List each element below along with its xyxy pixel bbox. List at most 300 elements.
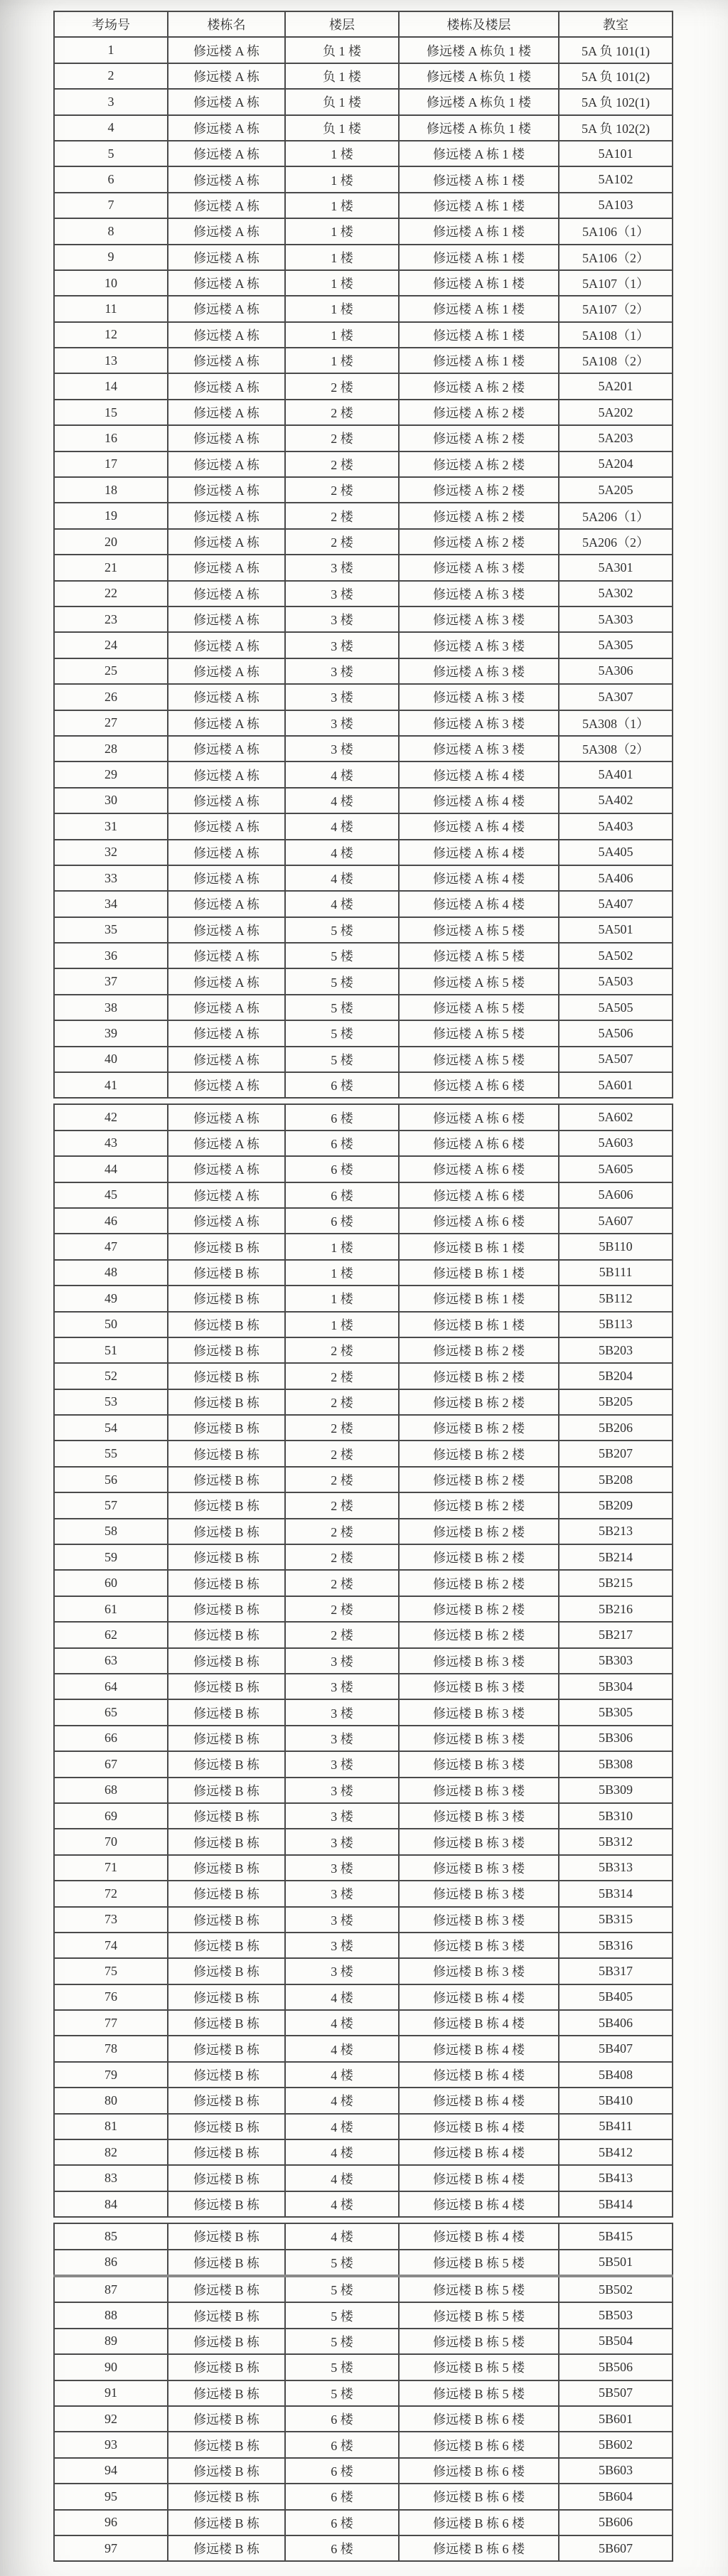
cell-classroom: 5B112 xyxy=(559,1286,673,1311)
cell-floor: 4 楼 xyxy=(285,1984,399,2010)
cell-exam-room-no: 96 xyxy=(54,2510,168,2535)
cell-classroom: 5A 负 102(1) xyxy=(559,89,673,114)
cell-building-name: 修远楼 A 栋 xyxy=(168,322,285,348)
cell-floor: 3 楼 xyxy=(285,736,399,761)
table-row xyxy=(54,1260,673,1286)
cell-building-and-floor: 修远楼 B 栋 2 楼 xyxy=(399,1622,559,1647)
table-row xyxy=(54,2406,673,2432)
cell-classroom: 5A102 xyxy=(559,166,673,192)
cell-exam-room-no: 46 xyxy=(54,1208,168,1234)
cell-building-name: 修远楼 B 栋 xyxy=(168,2276,285,2302)
cell-building-name: 修远楼 B 栋 xyxy=(168,2329,285,2354)
cell-classroom: 5A505 xyxy=(559,995,673,1020)
cell-building-and-floor: 修远楼 B 栋 4 楼 xyxy=(399,2114,559,2139)
cell-floor: 4 楼 xyxy=(285,2165,399,2191)
header-exam-room-no: 考场号 xyxy=(54,11,168,37)
cell-floor: 4 楼 xyxy=(285,2114,399,2139)
cell-floor: 2 楼 xyxy=(285,1519,399,1544)
cell-exam-room-no: 42 xyxy=(54,1104,168,1130)
cell-building-name: 修远楼 A 栋 xyxy=(168,477,285,503)
cell-building-and-floor: 修远楼 B 栋 2 楼 xyxy=(399,1519,559,1544)
cell-building-name: 修远楼 A 栋 xyxy=(168,840,285,865)
cell-building-and-floor: 修远楼 A 栋 2 楼 xyxy=(399,503,559,528)
table-row xyxy=(54,425,673,451)
table-row xyxy=(54,1156,673,1182)
cell-exam-room-no: 39 xyxy=(54,1020,168,1046)
cell-building-name: 修远楼 B 栋 xyxy=(168,1312,285,1337)
cell-building-and-floor: 修远楼 A 栋 2 楼 xyxy=(399,451,559,477)
cell-building-and-floor: 修远楼 B 栋 5 楼 xyxy=(399,2302,559,2328)
cell-building-name: 修远楼 B 栋 xyxy=(168,1337,285,1363)
cell-building-and-floor: 修远楼 B 栋 2 楼 xyxy=(399,1363,559,1389)
cell-building-and-floor: 修远楼 A 栋负 1 楼 xyxy=(399,115,559,141)
table-row xyxy=(54,840,673,865)
cell-classroom: 5A506 xyxy=(559,1020,673,1046)
cell-exam-room-no: 24 xyxy=(54,632,168,658)
cell-building-name: 修远楼 A 栋 xyxy=(168,37,285,63)
cell-building-name: 修远楼 A 栋 xyxy=(168,1047,285,1072)
cell-exam-room-no: 49 xyxy=(54,1286,168,1311)
cell-building-name: 修远楼 B 栋 xyxy=(168,1648,285,1674)
cell-building-name: 修远楼 B 栋 xyxy=(168,2139,285,2165)
cell-exam-room-no: 79 xyxy=(54,2062,168,2088)
cell-exam-room-no: 63 xyxy=(54,1648,168,1674)
cell-building-name: 修远楼 A 栋 xyxy=(168,296,285,321)
cell-classroom: 5B310 xyxy=(559,1803,673,1829)
table-row xyxy=(54,1363,673,1389)
cell-building-name: 修远楼 A 栋 xyxy=(168,813,285,839)
cell-floor: 3 楼 xyxy=(285,555,399,580)
cell-floor: 6 楼 xyxy=(285,2535,399,2561)
cell-exam-room-no: 41 xyxy=(54,1072,168,1098)
cell-exam-room-no: 73 xyxy=(54,1907,168,1933)
table-row xyxy=(54,1312,673,1337)
cell-floor: 1 楼 xyxy=(285,348,399,373)
cell-building-and-floor: 修远楼 A 栋 5 楼 xyxy=(399,995,559,1020)
cell-classroom: 5B305 xyxy=(559,1699,673,1725)
cell-building-name: 修远楼 B 栋 xyxy=(168,2302,285,2328)
table-row xyxy=(54,1751,673,1777)
table-row xyxy=(54,218,673,244)
table-row xyxy=(54,658,673,684)
cell-classroom: 5A606 xyxy=(559,1182,673,1208)
cell-floor: 2 楼 xyxy=(285,1467,399,1492)
cell-building-name: 修远楼 B 栋 xyxy=(168,1984,285,2010)
cell-exam-room-no: 5 xyxy=(54,141,168,166)
cell-exam-room-no: 17 xyxy=(54,451,168,477)
cell-floor: 6 楼 xyxy=(285,2406,399,2432)
cell-building-and-floor: 修远楼 A 栋 3 楼 xyxy=(399,606,559,632)
table-row xyxy=(54,2329,673,2354)
cell-floor: 负 1 楼 xyxy=(285,89,399,114)
cell-building-and-floor: 修远楼 B 栋 2 楼 xyxy=(399,1389,559,1415)
cell-exam-room-no: 58 xyxy=(54,1519,168,1544)
table-row xyxy=(54,2432,673,2457)
table-row xyxy=(54,193,673,218)
page-break-gap-cell xyxy=(54,2217,673,2223)
table-row xyxy=(54,2036,673,2061)
cell-building-name: 修远楼 B 栋 xyxy=(168,1726,285,1751)
cell-building-and-floor: 修远楼 B 栋 4 楼 xyxy=(399,2088,559,2113)
cell-floor: 5 楼 xyxy=(285,917,399,943)
table-row xyxy=(54,865,673,891)
cell-classroom: 5A305 xyxy=(559,632,673,658)
cell-classroom: 5B606 xyxy=(559,2510,673,2535)
cell-building-and-floor: 修远楼 A 栋 5 楼 xyxy=(399,1047,559,1072)
cell-classroom: 5A202 xyxy=(559,400,673,425)
cell-classroom: 5B604 xyxy=(559,2484,673,2509)
cell-classroom: 5A 负 102(2) xyxy=(559,115,673,141)
table-row xyxy=(54,1855,673,1881)
cell-classroom: 5B603 xyxy=(559,2458,673,2484)
cell-exam-room-no: 76 xyxy=(54,1984,168,2010)
cell-classroom: 5B316 xyxy=(559,1933,673,1958)
table-row xyxy=(54,1131,673,1156)
cell-building-and-floor: 修远楼 B 栋 4 楼 xyxy=(399,2139,559,2165)
cell-building-and-floor: 修远楼 A 栋 2 楼 xyxy=(399,425,559,451)
cell-floor: 3 楼 xyxy=(285,606,399,632)
cell-building-name: 修远楼 B 栋 xyxy=(168,1492,285,1518)
cell-classroom: 5B411 xyxy=(559,2114,673,2139)
cell-building-name: 修远楼 B 栋 xyxy=(168,1441,285,1466)
table-row xyxy=(54,1933,673,1958)
cell-building-and-floor: 修远楼 B 栋 3 楼 xyxy=(399,1933,559,1958)
cell-classroom: 5B601 xyxy=(559,2406,673,2432)
cell-building-and-floor: 修远楼 A 栋负 1 楼 xyxy=(399,89,559,114)
table-row xyxy=(54,1286,673,1311)
table-row xyxy=(54,1881,673,1906)
table-row xyxy=(54,2114,673,2139)
cell-building-name: 修远楼 B 栋 xyxy=(168,2191,285,2217)
table-row xyxy=(54,968,673,994)
cell-building-and-floor: 修远楼 A 栋 2 楼 xyxy=(399,477,559,503)
cell-building-and-floor: 修远楼 A 栋 6 楼 xyxy=(399,1156,559,1182)
cell-floor: 1 楼 xyxy=(285,141,399,166)
exam-room-table xyxy=(53,11,673,2562)
cell-floor: 5 楼 xyxy=(285,943,399,968)
cell-building-and-floor: 修远楼 A 栋 1 楼 xyxy=(399,348,559,373)
cell-classroom: 5B204 xyxy=(559,1363,673,1389)
table-row xyxy=(54,296,673,321)
cell-building-name: 修远楼 A 栋 xyxy=(168,943,285,968)
cell-building-and-floor: 修远楼 B 栋 2 楼 xyxy=(399,1544,559,1570)
cell-classroom: 5A602 xyxy=(559,1104,673,1130)
cell-floor: 3 楼 xyxy=(285,1933,399,1958)
cell-floor: 6 楼 xyxy=(285,1131,399,1156)
cell-exam-room-no: 93 xyxy=(54,2432,168,2457)
cell-floor: 3 楼 xyxy=(285,1648,399,1674)
cell-building-and-floor: 修远楼 A 栋 6 楼 xyxy=(399,1182,559,1208)
cell-building-name: 修远楼 B 栋 xyxy=(168,2380,285,2406)
cell-floor: 6 楼 xyxy=(285,1156,399,1182)
cell-building-name: 修远楼 A 栋 xyxy=(168,1131,285,1156)
cell-building-and-floor: 修远楼 B 栋 4 楼 xyxy=(399,2036,559,2061)
cell-building-and-floor: 修远楼 B 栋 4 楼 xyxy=(399,2062,559,2088)
cell-floor: 5 楼 xyxy=(285,1047,399,1072)
cell-classroom: 5A204 xyxy=(559,451,673,477)
cell-building-and-floor: 修远楼 B 栋 4 楼 xyxy=(399,2191,559,2217)
cell-building-name: 修远楼 A 栋 xyxy=(168,606,285,632)
cell-classroom: 5B602 xyxy=(559,2432,673,2457)
table-row xyxy=(54,1208,673,1234)
cell-building-and-floor: 修远楼 A 栋 1 楼 xyxy=(399,166,559,192)
cell-floor: 6 楼 xyxy=(285,1182,399,1208)
cell-classroom: 5B408 xyxy=(559,2062,673,2088)
cell-exam-room-no: 86 xyxy=(54,2250,168,2276)
cell-classroom: 5B304 xyxy=(559,1674,673,1699)
cell-building-and-floor: 修远楼 A 栋 3 楼 xyxy=(399,658,559,684)
cell-exam-room-no: 48 xyxy=(54,1260,168,1286)
cell-building-and-floor: 修远楼 A 栋 3 楼 xyxy=(399,632,559,658)
cell-classroom: 5B217 xyxy=(559,1622,673,1647)
cell-building-and-floor: 修远楼 B 栋 1 楼 xyxy=(399,1234,559,1259)
cell-floor: 3 楼 xyxy=(285,1958,399,1984)
cell-floor: 2 楼 xyxy=(285,1441,399,1466)
cell-building-and-floor: 修远楼 A 栋 3 楼 xyxy=(399,581,559,606)
cell-building-name: 修远楼 A 栋 xyxy=(168,89,285,114)
cell-building-name: 修远楼 A 栋 xyxy=(168,581,285,606)
cell-building-and-floor: 修远楼 B 栋 1 楼 xyxy=(399,1260,559,1286)
cell-floor: 6 楼 xyxy=(285,2510,399,2535)
cell-exam-room-no: 78 xyxy=(54,2036,168,2061)
table-row xyxy=(54,555,673,580)
cell-exam-room-no: 35 xyxy=(54,917,168,943)
cell-floor: 4 楼 xyxy=(285,2223,399,2249)
cell-floor: 2 楼 xyxy=(285,477,399,503)
table-row xyxy=(54,1519,673,1544)
cell-exam-room-no: 94 xyxy=(54,2458,168,2484)
table-row xyxy=(54,1234,673,1259)
cell-floor: 3 楼 xyxy=(285,1881,399,1906)
page-break-gap-cell xyxy=(54,1098,673,1104)
cell-classroom: 5B111 xyxy=(559,1260,673,1286)
cell-floor: 3 楼 xyxy=(285,1778,399,1803)
cell-building-and-floor: 修远楼 B 栋 3 楼 xyxy=(399,1829,559,1854)
cell-floor: 4 楼 xyxy=(285,840,399,865)
cell-classroom: 5A 负 101(1) xyxy=(559,37,673,63)
cell-exam-room-no: 15 xyxy=(54,400,168,425)
cell-building-name: 修远楼 B 栋 xyxy=(168,1855,285,1881)
cell-classroom: 5A 负 101(2) xyxy=(559,63,673,89)
table-row xyxy=(54,2062,673,2088)
cell-building-and-floor: 修远楼 B 栋 1 楼 xyxy=(399,1312,559,1337)
cell-building-name: 修远楼 B 栋 xyxy=(168,1803,285,1829)
cell-exam-room-no: 26 xyxy=(54,684,168,710)
cell-floor: 4 楼 xyxy=(285,813,399,839)
cell-classroom: 5A101 xyxy=(559,141,673,166)
cell-exam-room-no: 87 xyxy=(54,2276,168,2302)
cell-floor: 5 楼 xyxy=(285,2380,399,2406)
cell-classroom: 5B309 xyxy=(559,1778,673,1803)
cell-building-name: 修远楼 B 栋 xyxy=(168,1467,285,1492)
cell-building-and-floor: 修远楼 B 栋 5 楼 xyxy=(399,2329,559,2354)
cell-building-name: 修远楼 B 栋 xyxy=(168,1751,285,1777)
cell-building-name: 修远楼 A 栋 xyxy=(168,968,285,994)
cell-building-name: 修远楼 B 栋 xyxy=(168,2250,285,2276)
cell-exam-room-no: 18 xyxy=(54,477,168,503)
table-row xyxy=(54,788,673,813)
cell-exam-room-no: 65 xyxy=(54,1699,168,1725)
cell-building-name: 修远楼 A 栋 xyxy=(168,788,285,813)
table-row xyxy=(54,166,673,192)
table-row xyxy=(54,1104,673,1130)
table-row xyxy=(54,1020,673,1046)
cell-building-name: 修远楼 A 栋 xyxy=(168,710,285,736)
cell-floor: 4 楼 xyxy=(285,788,399,813)
table-row xyxy=(54,141,673,166)
cell-building-name: 修远楼 A 栋 xyxy=(168,451,285,477)
cell-building-and-floor: 修远楼 A 栋 3 楼 xyxy=(399,710,559,736)
cell-floor: 6 楼 xyxy=(285,2484,399,2509)
cell-floor: 1 楼 xyxy=(285,1234,399,1259)
cell-classroom: 5A605 xyxy=(559,1156,673,1182)
cell-classroom: 5B607 xyxy=(559,2535,673,2561)
cell-building-and-floor: 修远楼 B 栋 3 楼 xyxy=(399,1699,559,1725)
cell-floor: 2 楼 xyxy=(285,1415,399,1441)
table-row xyxy=(54,322,673,348)
table-row xyxy=(54,1778,673,1803)
cell-floor: 5 楼 xyxy=(285,2276,399,2302)
cell-floor: 2 楼 xyxy=(285,425,399,451)
cell-floor: 5 楼 xyxy=(285,2250,399,2276)
table-row xyxy=(54,995,673,1020)
cell-building-and-floor: 修远楼 A 栋 1 楼 xyxy=(399,245,559,270)
table-row xyxy=(54,1726,673,1751)
cell-building-name: 修远楼 A 栋 xyxy=(168,917,285,943)
cell-exam-room-no: 10 xyxy=(54,270,168,296)
table-row xyxy=(54,1648,673,1674)
table-row xyxy=(54,2380,673,2406)
cell-building-and-floor: 修远楼 B 栋 6 楼 xyxy=(399,2432,559,2457)
table-row xyxy=(54,1958,673,1984)
cell-exam-room-no: 59 xyxy=(54,1544,168,1570)
cell-exam-room-no: 40 xyxy=(54,1047,168,1072)
cell-floor: 2 楼 xyxy=(285,1363,399,1389)
cell-building-name: 修远楼 A 栋 xyxy=(168,1020,285,1046)
table-row xyxy=(54,1337,673,1363)
cell-exam-room-no: 31 xyxy=(54,813,168,839)
cell-classroom: 5A106（1） xyxy=(559,218,673,244)
cell-classroom: 5A205 xyxy=(559,477,673,503)
cell-floor: 2 楼 xyxy=(285,503,399,528)
table-row xyxy=(54,2139,673,2165)
cell-exam-room-no: 30 xyxy=(54,788,168,813)
cell-building-name: 修远楼 B 栋 xyxy=(168,2458,285,2484)
cell-building-name: 修远楼 A 栋 xyxy=(168,425,285,451)
cell-classroom: 5A406 xyxy=(559,865,673,891)
cell-building-name: 修远楼 A 栋 xyxy=(168,1156,285,1182)
cell-exam-room-no: 14 xyxy=(54,373,168,399)
cell-building-and-floor: 修远楼 A 栋 6 楼 xyxy=(399,1208,559,1234)
cell-building-and-floor: 修远楼 A 栋 1 楼 xyxy=(399,322,559,348)
cell-exam-room-no: 13 xyxy=(54,348,168,373)
cell-building-name: 修远楼 B 栋 xyxy=(168,1234,285,1259)
cell-exam-room-no: 84 xyxy=(54,2191,168,2217)
cell-floor: 2 楼 xyxy=(285,1596,399,1622)
cell-building-name: 修远楼 A 栋 xyxy=(168,555,285,580)
cell-exam-room-no: 64 xyxy=(54,1674,168,1699)
table-row xyxy=(54,632,673,658)
table-row xyxy=(54,115,673,141)
cell-exam-room-no: 37 xyxy=(54,968,168,994)
cell-exam-room-no: 74 xyxy=(54,1933,168,1958)
table-row xyxy=(54,1829,673,1854)
cell-classroom: 5A201 xyxy=(559,373,673,399)
cell-classroom: 5A303 xyxy=(559,606,673,632)
cell-floor: 6 楼 xyxy=(285,1104,399,1130)
table-row xyxy=(54,684,673,710)
cell-building-and-floor: 修远楼 B 栋 5 楼 xyxy=(399,2354,559,2380)
cell-classroom: 5B406 xyxy=(559,2010,673,2036)
cell-floor: 2 楼 xyxy=(285,1492,399,1518)
cell-floor: 2 楼 xyxy=(285,1570,399,1596)
cell-building-and-floor: 修远楼 B 栋 2 楼 xyxy=(399,1467,559,1492)
cell-classroom: 5B207 xyxy=(559,1441,673,1466)
table-row xyxy=(54,891,673,916)
cell-building-and-floor: 修远楼 A 栋 4 楼 xyxy=(399,891,559,916)
cell-classroom: 5A501 xyxy=(559,917,673,943)
cell-exam-room-no: 8 xyxy=(54,218,168,244)
cell-floor: 3 楼 xyxy=(285,1674,399,1699)
table-row xyxy=(54,2276,673,2302)
table-row xyxy=(54,1596,673,1622)
cell-building-and-floor: 修远楼 A 栋 5 楼 xyxy=(399,1020,559,1046)
cell-building-name: 修远楼 A 栋 xyxy=(168,632,285,658)
cell-building-and-floor: 修远楼 B 栋 5 楼 xyxy=(399,2380,559,2406)
cell-exam-room-no: 54 xyxy=(54,1415,168,1441)
cell-building-and-floor: 修远楼 B 栋 3 楼 xyxy=(399,1958,559,1984)
table-row xyxy=(54,2510,673,2535)
cell-classroom: 5A306 xyxy=(559,658,673,684)
table-row xyxy=(54,761,673,787)
cell-floor: 1 楼 xyxy=(285,296,399,321)
cell-floor: 1 楼 xyxy=(285,270,399,296)
cell-classroom: 5B308 xyxy=(559,1751,673,1777)
cell-exam-room-no: 34 xyxy=(54,891,168,916)
cell-exam-room-no: 22 xyxy=(54,581,168,606)
cell-floor: 2 楼 xyxy=(285,400,399,425)
cell-exam-room-no: 27 xyxy=(54,710,168,736)
cell-classroom: 5B213 xyxy=(559,1519,673,1544)
table-row xyxy=(54,63,673,89)
cell-exam-room-no: 90 xyxy=(54,2354,168,2380)
cell-building-name: 修远楼 B 栋 xyxy=(168,1286,285,1311)
cell-building-and-floor: 修远楼 B 栋 3 楼 xyxy=(399,1648,559,1674)
cell-building-and-floor: 修远楼 A 栋 6 楼 xyxy=(399,1104,559,1130)
cell-classroom: 5A302 xyxy=(559,581,673,606)
cell-building-name: 修远楼 A 栋 xyxy=(168,245,285,270)
table-row xyxy=(54,2354,673,2380)
cell-building-name: 修远楼 A 栋 xyxy=(168,658,285,684)
cell-exam-room-no: 67 xyxy=(54,1751,168,1777)
cell-classroom: 5A307 xyxy=(559,684,673,710)
header-classroom: 教室 xyxy=(559,11,673,37)
cell-building-name: 修远楼 B 栋 xyxy=(168,2406,285,2432)
cell-floor: 4 楼 xyxy=(285,2191,399,2217)
cell-building-and-floor: 修远楼 A 栋 3 楼 xyxy=(399,555,559,580)
cell-building-and-floor: 修远楼 B 栋 1 楼 xyxy=(399,1286,559,1311)
cell-building-name: 修远楼 A 栋 xyxy=(168,736,285,761)
cell-building-name: 修远楼 B 栋 xyxy=(168,2510,285,2535)
table-row xyxy=(54,245,673,270)
table-row xyxy=(54,400,673,425)
cell-building-and-floor: 修远楼 A 栋 1 楼 xyxy=(399,296,559,321)
cell-floor: 2 楼 xyxy=(285,529,399,555)
cell-exam-room-no: 75 xyxy=(54,1958,168,1984)
table-row xyxy=(54,813,673,839)
cell-floor: 2 楼 xyxy=(285,1389,399,1415)
cell-building-and-floor: 修远楼 A 栋 3 楼 xyxy=(399,684,559,710)
